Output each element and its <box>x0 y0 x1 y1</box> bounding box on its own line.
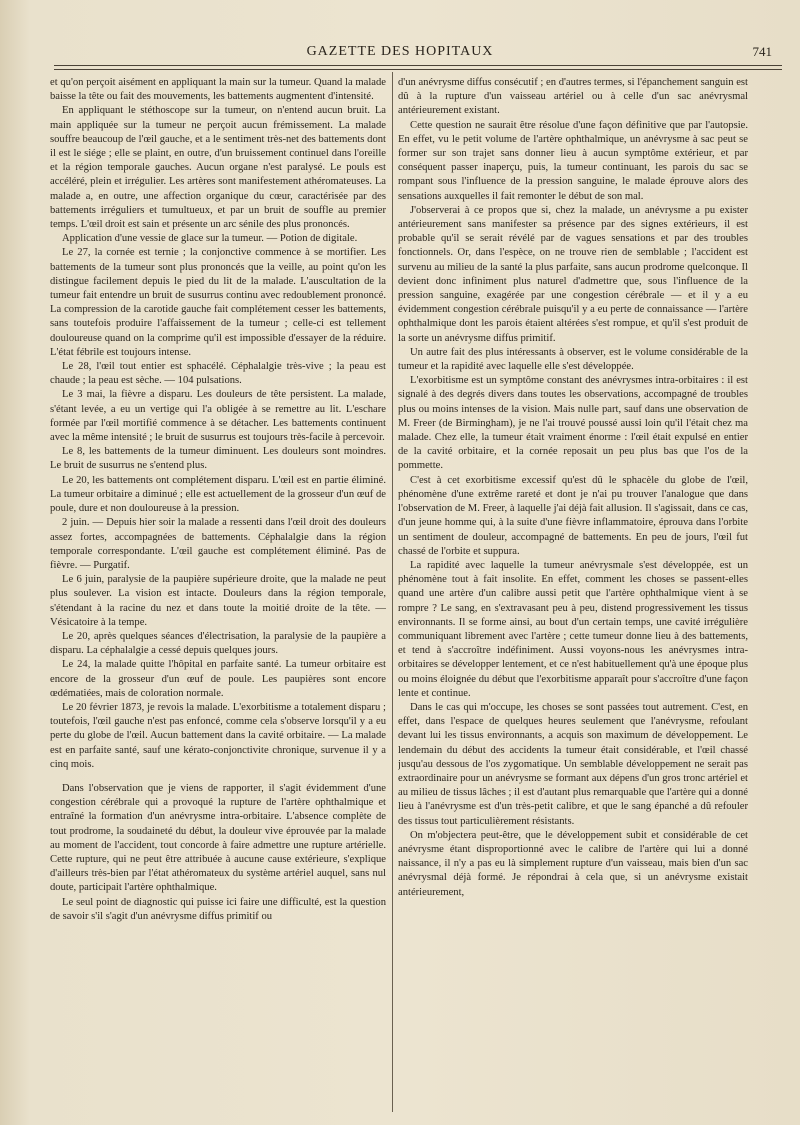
paragraph: L'exorbitisme est un symptôme constant des anévrysmes intra-orbitaires : il est signalé à des degrés divers dans toutes les observations, accompagné de troubles plus ou moins intenses de la vision. Mais nulle part, sauf dans une observation de M. Freer (de Birmingham), je ne l'ai trouvé poussé aussi loin qu'il l'était chez ma malade. Chez elle, la tumeur était vraiment énorme : l'œil était expulsé en entier de la cavité orbitaire, et la cornée reposait un peu plus bas que l'os de la pommette. <box>398 375 748 472</box>
paragraph: Le seul point de diagnostic qui puisse ici faire une difficulté, est la question de savoir s'il s'agit d'un anévrysme diffus primitif ou <box>50 896 386 922</box>
page-header <box>20 44 780 64</box>
paragraph: J'observerai à ce propos que si, chez la malade, un anévrysme a pu exister antérieurement sans manifester sa présence par des signes extérieurs, il est probable qu'il se serait révélé par de vagues sensations et par des troubles fonctionnels. Or, dans l'espèce, on ne trouve rien de semblable ; l'accident est survenu au milieu de la santé la plus parfaite, sans aucun prodrome quelconque. Il devient donc infiniment plus naturel d'admettre que, sous l'influence de la pression sanguine, exagérée par une congestion cérébrale — et il y a eu évidemment congestion cérébrale puisqu'il y a eu perte de connaissance — l'artère ophthalmique dont les parois étaient altérées s'est rompue, et qu'il s'est produit de la sorte un anévrysme diffus primitif. <box>398 204 748 344</box>
paragraph: et qu'on perçoit aisément en appliquant la main sur la tumeur. Quand la malade baisse la tête ou fait des mouvements, les battements augmentent d'intensité. <box>50 77 386 103</box>
header-rule-top <box>54 65 782 66</box>
paragraph: On m'objectera peut-être, que le développement subit et considérable de cet anévrysme étant disproportionné avec le calibre de l'artère qui lui a donné naissance, il n'y a pas eu là simplement rupture d'un vaisseau, mais bien d'un sac anévrysmal déjà formé. Je répondrai à cela que, si un anévrysme existait antérieurement, <box>398 829 748 898</box>
paragraph: Cette question ne saurait être résolue d'une façon définitive que par l'autopsie. En effet, vu le petit volume de l'artère ophthalmique, un anévrysme à sac peut se former sur son trajet sans donner lieu à aucun symptôme extérieur, et par conséquent passer inaperçu, puis, la tumeur continuant, les parois du sac se rompant sous l'influence de la pression sanguine, le malade éprouve alors des sensations auxquelles il fait remonter le début de son mal. <box>398 119 748 202</box>
paragraph: d'un anévrysme diffus consécutif ; en d'autres termes, si l'épanchement sanguin est dû à la rupture d'un vaisseau artériel ou à celle d'un sac anévrysmal antérieurement existant. <box>398 77 748 117</box>
paragraph: Le 20, après quelques séances d'électrisation, la paralysie de la paupière a disparu. La céphalalgie a cessé depuis quelques jours. <box>50 630 386 657</box>
paragraph: Dans l'observation que je viens de rapporter, il s'agit évidemment d'une congestion cérébrale qui a provoqué la rupture de l'artère ophthalmique et entraîné la formation d'un anévrysme intra-orbitaire. L'absence complète de tout prodrome, la soudaineté du début, la douleur vive éprouvée par la malade au moment de l'accident, tout concorde à faire admettre une rupture artérielle. Cette rupture, qui ne peut être attribuée à aucune cause extérieure, s'explique d'ailleurs très-bien par l'état athéromateux du système artériel auquel, sans nul doute, participait l'artère ophthalmique. <box>50 782 386 894</box>
paragraph: Le 6 juin, paralysie de la paupière supérieure droite, que la malade ne peut plus soulever. La vision est intacte. Douleurs dans la région temporale, s'étendant à la racine du nez et dans toute la moitié droite de la tête. — Vésicatoire à la tempe. <box>50 574 386 628</box>
right-column <box>398 76 748 1121</box>
paragraph: Un autre fait des plus intéressants à observer, est le volume considérable de la tumeur et la rapidité avec laquelle elle s'est développée. <box>398 346 748 373</box>
publication-title: GAZETTE DES HOPITAUX <box>306 44 494 59</box>
paragraph: Le 20 février 1873, je revois la malade. L'exorbitisme a totalement disparu ; toutefois, l'œil gauche n'est pas enfoncé, comme cela s'observe lorsqu'il y a eu perte du globe de l'œil. Aucun battement dans la cavité orbitaire. — La malade est en parfaite santé, sauf une kérato-conjonctivite chronique, survenue il y a cinq mois. <box>50 701 386 770</box>
paragraph: Le 24, la malade quitte l'hôpital en parfaite santé. La tumeur orbitaire est encore de la grosseur d'un œuf de poule. Les paupières sont encore œdématiées, mais de coloration normale. <box>50 659 386 699</box>
paragraph: Le 28, l'œil tout entier est sphacélé. Céphalalgie très-vive ; la peau est chaude ; la peau est sèche. — 104 pulsations. <box>50 361 386 387</box>
paragraph: Le 8, les battements de la tumeur diminuent. Les douleurs sont moindres. Le bruit de susurrus ne s'entend plus. <box>50 446 386 472</box>
paragraph: 2 juin. — Depuis hier soir la malade a ressenti dans l'œil droit des douleurs assez fortes, accompagnées de battements. Céphalalgie dans la région temporale correspondante. L'œil gauche est complétement éliminé. Pas de fièvre. — Purgatif. <box>50 517 386 571</box>
paragraph: C'est à cet exorbitisme excessif qu'est dû le sphacèle du globe de l'œil, phénomène d'une extrême rareté et dont je n'ai pu trouver l'analogue que dans l'observation de M. Freer, à laquelle j'ai déjà fait allusion. Il s'agissait, dans ce cas, d'un jeune homme qui, à la suite d'une fièvre inflammatoire, éprouva dans l'orbite un sentiment de douleur, accompagné de battements. En peu de jours, l'œil fut chassé de l'orbite et suppura. <box>398 474 748 557</box>
left-column <box>50 76 386 1121</box>
paragraph: Le 20, les battements ont complétement disparu. L'œil est en partie éliminé. La tumeur orbitaire a diminué ; elle est actuellement de la grosseur d'un œuf de poule, dure et non douloureuse à la pression. <box>50 474 386 515</box>
paragraph: Le 3 mai, la fièvre a disparu. Les douleurs de tête persistent. La malade, s'étant levée, a eu un vertige qui l'a obligée à se remettre au lit. L'eschare formée par l'œil mortifié commence à se détacher. Les battements continuent avec la même intensité ; le bruit de susurrus est toujours très-facile à percevoir. <box>50 389 386 444</box>
paragraph: La rapidité avec laquelle la tumeur anévrysmale s'est développée, est un phénomène tout à fait insolite. En effet, comment les choses se passent-elles quand une artère d'un calibre aussi petit que l'artère ophthalmique vient à se rompre ? Le sang, en s'extravasant peu à peu, distend progressivement les tissus environnants. Il se forme ainsi, au bout d'un certain temps, une cavité irrégulière communiquant librement avec l'artère ; cette tumeur donne lieu à des battements, et tend à s'accroître indéfiniment. Aussi voyons-nous les anévrysmes intra-orbitaires se développer lentement, et ce n'est habituellement qu'à une époque plus ou moins éloignée du début que l'exorbitisme apparaît pour s'accroître d'une façon lente et continue. <box>398 559 748 699</box>
column-divider <box>392 72 393 1112</box>
header-rule-bottom <box>54 69 782 70</box>
page-number: 741 <box>752 44 772 59</box>
paragraph: Dans le cas qui m'occupe, les choses se sont passées tout autrement. C'est, en effet, dans l'espace de quelques heures seulement que l'anévrysme, refoulant devant lui les tissus environnants, a acquis son maximum de développement. Le lendemain du début des accidents la tumeur était considérable, et l'œil chassé jusqu'au dessous de l'os zygomatique. Un semblable développement ne serait pas extraordinaire pour un anévrysme se formant aux dépens d'un gros tronc artériel et au milieu de tissus lâches ; il est d'autant plus remarquable que l'artère qui a donné lieu à l'anévrysme est d'un très-petit calibre, et que le sang épanché a dû refouler des tissus tout particulièrement résistants. <box>398 701 748 827</box>
paragraph: Application d'une vessie de glace sur la tumeur. — Potion de digitale. <box>62 233 358 245</box>
paragraph: Le 27, la cornée est ternie ; la conjonctive commence à se mortifier. Les battements de la tumeur sont plus prononcés que la veille, au point qu'on les distingue facilement depuis le pied du lit de la malade. L'auscultation de la tumeur fait entendre un bruit de susurrus continu avec redoublement prononcé. La compression de la carotide gauche fait complétement cesser les battements, sans toutefois produire l'affaissement de la tumeur ; celle-ci est tellement douloureuse quand on la comprime qu'il est impossible d'essayer de la réduire. L'état fébrile est toujours intense. <box>50 247 386 358</box>
paragraph: En appliquant le stéthoscope sur la tumeur, on n'entend aucun bruit. La main appliquée sur la tumeur ne perçoit aucun frémissement. La malade souffre beaucoup de l'œil gauche, et a le sentiment très-net des battements dont il est le siége ; elle se plaint, en outre, d'un bruissement continuel dans l'oreille et la région temporale gauches. Aucun organe n'est paralysé. Le pouls est accéléré, plein et irrégulier. Les artères sont manifestement athéromateuses. La malade a, en outre, une affection organique du cœur, caractérisée par des battements irréguliers et tumultueux, et par un bruit de souffle au premier temps. L'œil droit est sain et présente un arc sénile des plus prononcés. <box>50 105 386 231</box>
